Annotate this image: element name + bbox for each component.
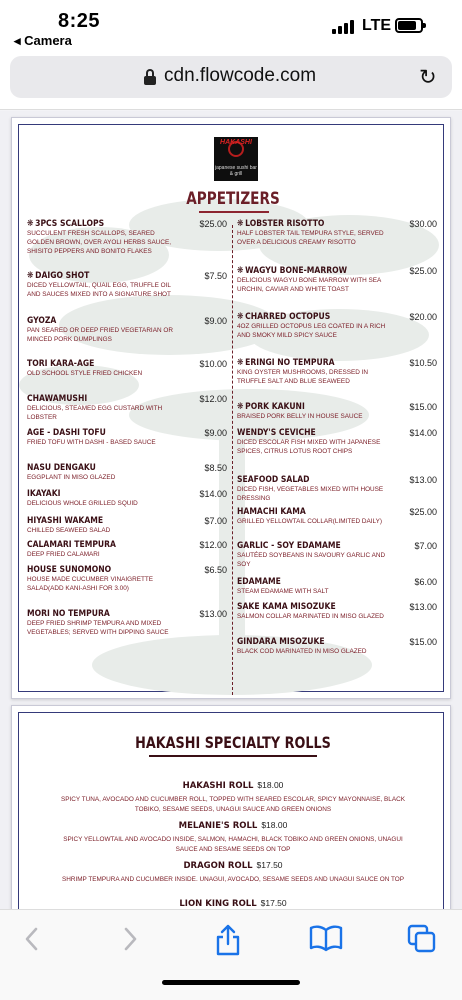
menu-item-description: FRIED TOFU WITH DASHI - BASED SAUCE xyxy=(27,439,156,446)
menu-item-name xyxy=(237,507,306,517)
menu-item-price: $7.00 xyxy=(204,516,227,526)
menu-item-name xyxy=(27,359,94,369)
menu-item-title: HOUSE SUNOMONO xyxy=(27,565,112,575)
menu-item-title: CALAMARI TEMPURA xyxy=(27,540,116,550)
menu-item-name xyxy=(27,609,110,619)
menu-item-price: $9.00 xyxy=(204,428,227,438)
menu-item-price: $8.50 xyxy=(204,463,227,473)
menu-item-title: SAKE KAMA MISOZUKE xyxy=(237,602,336,612)
menu-item-title: PORK KAKUNI xyxy=(245,402,305,412)
menu-item-name xyxy=(237,637,325,647)
menu-item-price: $15.00 xyxy=(409,402,437,412)
menu-item-description: DELICIOUS WAGYU BONE MARROW WITH SEA URCHIN, CAVIAR AND WHITE TOAST xyxy=(237,277,381,293)
home-indicator xyxy=(162,980,300,985)
menu-item-title: WAGYU BONE-MARROW xyxy=(245,266,348,276)
menu-item-price: $13.00 xyxy=(199,609,227,619)
web-content[interactable] xyxy=(0,111,462,909)
chef-special-icon: ❋ xyxy=(237,266,244,276)
status-time: 8:25 xyxy=(58,10,101,32)
chef-special-icon: ❋ xyxy=(27,219,34,229)
menu-item-description: BLACK COD MARINATED IN MISO GLAZED xyxy=(237,648,367,655)
menu-item-description: BRAISED PORK BELLY IN HOUSE SAUCE xyxy=(237,413,363,420)
menu-item-title: GARLIC - SOY EDAMAME xyxy=(237,541,341,551)
menu-item-description: DICED YELLOWTAIL, QUAIL EGG, TRUFFLE OIL AND SAUCES MIXED INTO A SIGNATURE SHOT xyxy=(27,282,171,298)
menu-item-description: DICED FISH, VEGETABLES MIXED WITH HOUSE DRESSING xyxy=(237,486,384,502)
menu-item-price: $25.00 xyxy=(409,507,437,517)
menu-item-price: $9.00 xyxy=(204,316,227,326)
menu-item-price: $20.00 xyxy=(409,312,437,322)
menu-item-name xyxy=(237,428,316,438)
column-divider xyxy=(232,225,233,695)
menu-item-price: $6.00 xyxy=(414,577,437,587)
chef-special-icon: ❋ xyxy=(237,219,244,229)
appetizers-menu-card xyxy=(11,117,451,699)
menu-item-description: KING OYSTER MUSHROOMS, DRESSED IN TRUFFLE SALT AND BLUE SEAWEED xyxy=(237,369,369,385)
menu-item-title: GYOZA xyxy=(27,316,57,326)
chef-special-icon: ❋ xyxy=(27,271,34,281)
menu-item-title: WENDY'S CEVICHE xyxy=(237,428,316,438)
menu-item-title: HAMACHI KAMA xyxy=(237,507,306,517)
menu-item-title: 3PCS SCALLOPS xyxy=(35,219,105,229)
browser-address-area xyxy=(0,50,462,110)
menu-item-price: $7.00 xyxy=(414,541,437,551)
roll-name: LION KING ROLL xyxy=(179,899,257,909)
menu-item-title: HIYASHI WAKAME xyxy=(27,516,104,526)
menu-item-description: SUCCULENT FRESH SCALLOPS, SEARED GOLDEN BROWN, OVER AYOLI HERBS SAUCE, SHISITO PEPPERS AND BONITO FLAKES xyxy=(27,230,172,255)
menu-item-name xyxy=(237,358,335,368)
battery-icon xyxy=(395,18,423,33)
status-bar xyxy=(0,0,462,50)
chef-special-icon: ❋ xyxy=(237,312,244,322)
share-icon[interactable] xyxy=(214,924,242,954)
menu-item-name xyxy=(27,516,103,526)
menu-item-name xyxy=(27,489,60,499)
menu-item-price: $10.50 xyxy=(409,358,437,368)
back-to-camera-link[interactable]: ◂ Camera xyxy=(14,33,72,48)
roll-name: HAKASHI ROLL xyxy=(182,781,254,791)
menu-item-name xyxy=(237,312,330,322)
menu-item-price: $12.00 xyxy=(199,540,227,550)
menu-item-title: LOBSTER RISOTTO xyxy=(245,219,325,229)
roll-price: $18.00 xyxy=(257,780,284,790)
reload-icon[interactable]: ↻ xyxy=(419,66,437,89)
roll-name: DRAGON ROLL xyxy=(183,861,253,871)
menu-item-description: HOUSE MADE CUCUMBER VINAIGRETTE SALAD(ADD KANI-ASHI FOR 3.00) xyxy=(27,576,154,592)
chevron-left-icon[interactable] xyxy=(22,924,42,954)
roll-name: MELANIE'S ROLL xyxy=(178,821,258,831)
menu-item-description: SALMON COLLAR MARINATED IN MISO GLAZED xyxy=(237,613,384,620)
menu-item-price: $12.00 xyxy=(199,394,227,404)
menu-item-price: $13.00 xyxy=(409,602,437,612)
menu-item-name xyxy=(27,219,104,229)
menu-item-price: $13.00 xyxy=(409,475,437,485)
specialty-roll xyxy=(19,855,447,885)
url-text[interactable]: cdn.flowcode.com xyxy=(164,65,317,86)
menu-item-title: ERINGI NO TEMPURA xyxy=(245,358,335,368)
menu-item-title: CHAWAMUSHI xyxy=(27,394,88,404)
menu-item-title: TORI KARA-AGE xyxy=(27,359,95,369)
menu-item-description: DEEP FRIED CALAMARI xyxy=(27,551,100,558)
signal-icon xyxy=(332,18,358,34)
specialty-rolls-card xyxy=(11,705,451,925)
menu-item-price: $10.00 xyxy=(199,359,227,369)
roll-description: SHRIMP TEMPURA AND CUCUMBER INSIDE. UNAGUI, AVOCADO, SESAME SEEDS AND UNAGUI SAUCE ON TOP xyxy=(61,876,405,883)
menu-item-name xyxy=(27,565,111,575)
menu-item-description: 4OZ GRILLED OCTOPUS LEG COATED IN A RICH AND SMOKY MILD SPICY SAUCE xyxy=(237,323,386,339)
menu-item-description: DEEP FRIED SHRIMP TEMPURA AND MIXED VEGETABLES; SERVED WITH DIPPING SAUCE xyxy=(27,620,169,636)
menu-item-description: EGGPLANT IN MISO GLAZED xyxy=(27,474,116,481)
menu-item-description: PAN SEARED OR DEEP FRIED VEGETARIAN OR MINCED PORK DUMPLINGS xyxy=(27,327,173,343)
menu-item-description: STEAM EDAMAME WITH SALT xyxy=(237,588,329,595)
appetizers-frame xyxy=(18,124,444,692)
tabs-icon[interactable] xyxy=(407,924,437,954)
menu-item-name xyxy=(237,541,341,551)
menu-item-description: DELICIOUS, STEAMED EGG CUSTARD WITH LOBSTER xyxy=(27,405,163,421)
menu-item-price: $14.00 xyxy=(199,489,227,499)
menu-item-name xyxy=(237,475,309,485)
menu-item-name xyxy=(27,428,106,438)
book-icon[interactable] xyxy=(309,924,343,954)
menu-item-price: $30.00 xyxy=(409,219,437,229)
menu-item-name xyxy=(27,540,116,550)
lock-icon xyxy=(144,69,156,85)
specialty-roll xyxy=(19,815,447,855)
menu-item-title: EDAMAME xyxy=(237,577,281,587)
address-bar[interactable] xyxy=(10,56,452,98)
specialty-rolls-title: HAKASHI SPECIALTY ROLLS xyxy=(135,733,331,752)
menu-item-description: GRILLED YELLOWTAIL COLLAR(LIMITED DAILY) xyxy=(237,518,383,525)
menu-item-name xyxy=(27,271,89,281)
roll-price: $18.00 xyxy=(261,820,288,830)
menu-item-description: SAUTÉED SOYBEANS IN SAVOURY GARLIC AND SOY xyxy=(237,552,386,568)
browser-toolbar xyxy=(0,909,462,1000)
appetizers-title: APPETIZERS xyxy=(186,189,280,209)
menu-item-name xyxy=(27,316,56,326)
rolls-title-underline xyxy=(149,755,317,757)
specialty-roll xyxy=(19,775,447,815)
menu-item-name xyxy=(237,602,336,612)
roll-description: SPICY TUNA, AVOCADO AND CUCUMBER ROLL, TOPPED WITH SEARED ESCOLAR, SPICY MAYONNAISE, BLACK TOBIKO, SESAME SEEDS, UNAGUI SAUCE AND GREEN ONIONS xyxy=(61,796,405,813)
menu-item-title: SEAFOOD SALAD xyxy=(237,475,310,485)
menu-item-name xyxy=(237,577,281,587)
menu-item-price: $15.00 xyxy=(409,637,437,647)
roll-price: $17.50 xyxy=(256,860,283,870)
menu-item-price: $25.00 xyxy=(199,219,227,229)
menu-item-title: DAIGO SHOT xyxy=(35,271,90,281)
menu-item-title: IKAYAKI xyxy=(27,489,61,499)
menu-item-name xyxy=(27,463,96,473)
roll-description: SPICY YELLOWTAIL AND AVOCADO INSIDE, SALMON, HAMACHI, BLACK TOBIKO AND GREEN ONIONS, UNAGUI SAUCE AND SESAME SEEDS ON TOP xyxy=(63,836,403,853)
chef-special-icon: ❋ xyxy=(237,402,244,412)
network-label: LTE xyxy=(362,17,392,34)
menu-item-description: DELICIOUS WHOLE GRILLED SQUID xyxy=(27,500,138,507)
menu-item-price: $14.00 xyxy=(409,428,437,438)
chef-special-icon: ❋ xyxy=(237,358,244,368)
battery-fill xyxy=(398,21,416,30)
menu-item-title: NASU DENGAKU xyxy=(27,463,96,473)
menu-item-price: $7.50 xyxy=(204,271,227,281)
specialty-rolls-frame xyxy=(18,712,444,918)
menu-item-title: GINDARA MISOZUKE xyxy=(237,637,325,647)
menu-item-description: HALF LOBSTER TAIL TEMPURA STYLE, SERVED OVER A DELICIOUS CREAMY RISOTTO xyxy=(237,230,384,246)
menu-item-title: CHARRED OCTOPUS xyxy=(245,312,331,322)
menu-item-description: OLD SCHOOL STYLE FRIED CHICKEN xyxy=(27,370,143,377)
roll-price: $17.50 xyxy=(260,898,287,908)
menu-item-name xyxy=(27,394,87,404)
menu-item-price: $25.00 xyxy=(409,266,437,276)
chevron-right-icon[interactable] xyxy=(120,924,140,954)
menu-item-title: MORI NO TEMPURA xyxy=(27,609,110,619)
menu-item-title: AGE - DASHI TOFU xyxy=(27,428,106,438)
hakashi-logo: HAKASHI japanese sushi bar & grill xyxy=(214,137,258,181)
menu-item-name xyxy=(237,219,324,229)
menu-item-name xyxy=(237,266,347,276)
menu-item-price: $6.50 xyxy=(204,565,227,575)
menu-item-description: DICED ESCOLAR FISH MIXED WITH JAPANESE SPICES, CITRUS LOTUS ROOT CHIPS xyxy=(237,439,381,455)
menu-item-description: CHILLED SEAWEED SALAD xyxy=(27,527,111,534)
title-underline xyxy=(199,211,269,213)
menu-item-name xyxy=(237,402,305,412)
